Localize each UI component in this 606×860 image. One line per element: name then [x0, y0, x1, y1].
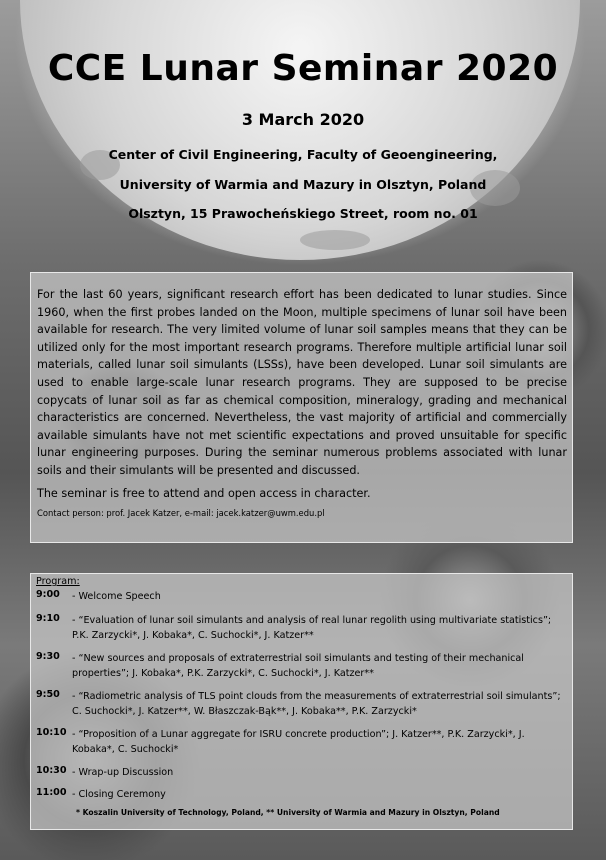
program-desc: - Wrap-up Discussion [72, 767, 174, 778]
program-item [36, 589, 567, 604]
program-panel [30, 573, 573, 830]
program-desc: - Closing Ceremony [72, 789, 166, 800]
abstract-text: For the last 60 years, significant research effort has been dedicated to lunar studies. Since 1960, when the first probes landed on the Moon, multiple specimens of lunar soil have been available for research. The very limited volume of lunar soil samples means that they can be utilized only for the most important research programs. Therefore multiple artificial lunar soil materials, called lunar soil simulants (LSSs), have been developed. Lunar soil simulants are used to enable large-scale lunar research programs. They are supposed to be precise copycats of lunar soil as far as chemical composition, mineralogy, grading and mechanical characteristics are concerned. Nevertheless, the vast majority of artificial and commercially available simulants have not met scientific expectations and proved unsuitable for specific lunar engineering purposes. During the seminar numerous problems associated with lunar soils and their simulants will be presented and discussed. [37, 288, 567, 477]
venue-line-3: Olsztyn, 15 Prawocheńskiego Street, room no. 01 [128, 206, 478, 221]
program-time: 9:10 [36, 613, 60, 624]
program-desc: - Welcome Speech [72, 591, 161, 602]
program-time: 11:00 [36, 787, 67, 798]
program-item [36, 689, 567, 719]
program-desc: - “New sources and proposals of extraterrestrial soil simulants and testing of their mechanical properties”; J. Kobaka*, P.K. Zarzycki*, C. Suchocki*, J. Katzer** [72, 653, 524, 679]
page-title: CCE Lunar Seminar 2020 [47, 48, 559, 89]
program-time: 10:10 [36, 727, 67, 738]
abstract-panel [30, 272, 573, 543]
contact-info: Contact person: prof. Jacek Katzer, e-mail: jacek.katzer@uwm.edu.pl [37, 507, 325, 518]
program-item [36, 765, 567, 780]
program-time: 9:30 [36, 651, 60, 662]
venue-line-1: Center of Civil Engineering, Faculty of Geoengineering, [108, 147, 498, 162]
program-time: 9:00 [36, 589, 60, 600]
program-time: 10:30 [36, 765, 67, 776]
program-desc: - “Evaluation of lunar soil simulants and analysis of real lunar regolith using multivariate statistics”; P.K. Zarzycki*, J. Kobaka*, C. Suchocki*, J. Katzer** [72, 615, 552, 641]
event-date: 3 March 2020 [241, 110, 365, 129]
program-desc: - “Proposition of a Lunar aggregate for ISRU concrete production”; J. Katzer**, P.K. Zarzycki*, J. Kobaka*, C. Suchocki* [72, 729, 525, 755]
program-item [36, 787, 567, 802]
program-heading: Program: [36, 576, 80, 587]
program-time: 9:50 [36, 689, 60, 700]
program-item [36, 613, 567, 643]
moon-background [20, 0, 580, 260]
affiliation-footnote: * Koszalin University of Technology, Poland, ** University of Warmia and Mazury in Olsztyn, Poland [76, 808, 500, 817]
moon-crater [300, 230, 370, 250]
venue-line-2: University of Warmia and Mazury in Olsztyn, Poland [119, 177, 487, 192]
program-item [36, 727, 567, 757]
program-item [36, 651, 567, 681]
program-desc: - “Radiometric analysis of TLS point clouds from the measurements of extraterrestrial soil simulants”; C. Suchocki*, J. Katzer**, W. Błaszczak-Bąk**, J. Kobaka**, P.K. Zarzycki* [72, 691, 561, 717]
free-attendance-note: The seminar is free to attend and open access in character. [37, 486, 371, 500]
